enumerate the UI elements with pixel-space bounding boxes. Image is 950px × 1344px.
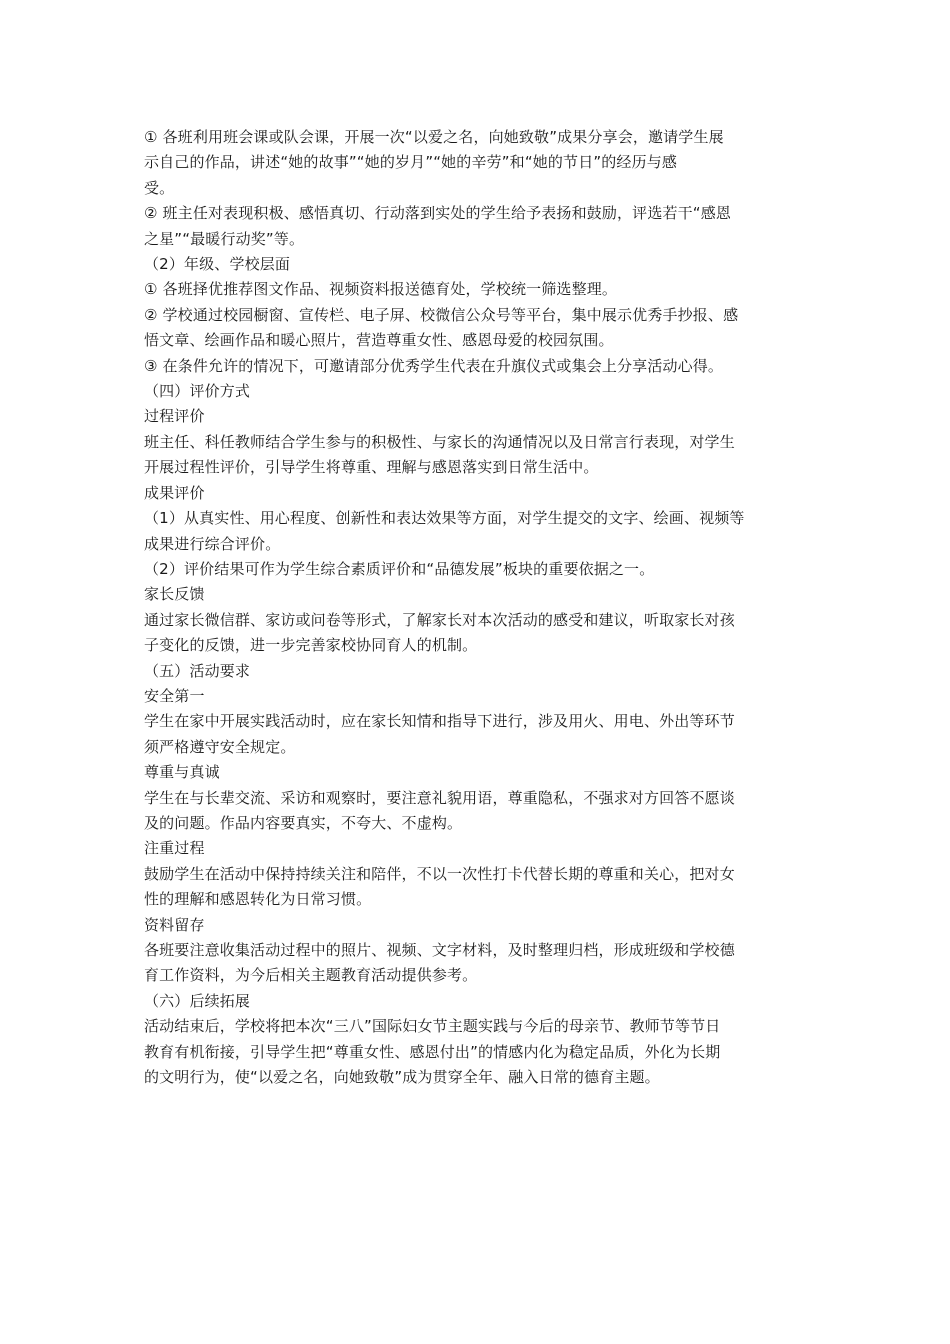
text-line: ② 学校通过校园橱窗、宣传栏、电子屏、校微信公众号等平台，集中展示优秀手抄报、感 — [144, 305, 739, 324]
text-line: 学生在家中开展实践活动时，应在家长知情和指导下进行，涉及用火、用电、外出等环节 — [144, 712, 735, 731]
section-heading: （六）后续拓展 — [144, 991, 251, 1010]
text-line: 的文明行为，使“以爱之名，向她致敬”成为贯穿全年、融入日常的德育主题。 — [144, 1068, 660, 1087]
subsection-heading: 资料留存 — [144, 915, 205, 934]
text-line: ① 各班择优推荐图文作品、视频资料报送德育处，学校统一筛选整理。 — [144, 280, 618, 299]
section-heading: （2）年级、学校层面 — [144, 255, 291, 274]
text-line: 各班要注意收集活动过程中的照片、视频、文字材料，及时整理归档，形成班级和学校德 — [144, 941, 735, 959]
text-line: ① 各班利用班会课或队会课，开展一次“以爱之名，向她致敬”成果分享会，邀请学生展 — [144, 128, 724, 146]
text-line: 鼓励学生在活动中保持持续关注和陪伴，不以一次性打卡代替长期的尊重和关心，把对女 — [144, 864, 735, 883]
text-line: 须严格遵守安全规定。 — [144, 737, 296, 756]
subsection-heading: 安全第一 — [144, 686, 205, 705]
text-line: 及的问题。作品内容要真实，不夸大、不虚构。 — [144, 813, 463, 832]
text-line: 通过家长微信群、家访或问卷等形式，了解家长对本次活动的感受和建议，听取家长对孩 — [144, 610, 735, 629]
text-line: ② 班主任对表现积极、感悟真切、行动落到实处的学生给予表扬和鼓励，评选若干“感恩 — [144, 204, 731, 223]
text-line: 学生在与长辈交流、采访和观察时，要注意礼貌用语，尊重隐私，不强求对方回答不愿谈 — [144, 788, 735, 807]
subsection-heading: 过程评价 — [144, 407, 205, 426]
section-heading: （四）评价方式 — [144, 382, 251, 401]
text-line: 班主任、科任教师结合学生参与的积极性、与家长的沟通情况以及日常言行表现，对学生 — [144, 432, 735, 451]
text-line: 受。 — [144, 178, 175, 197]
text-line: 育工作资料，为今后相关主题教育活动提供参考。 — [144, 966, 478, 985]
text-line: （1）从真实性、用心程度、创新性和表达效果等方面，对学生提交的文字、绘画、视频等 — [144, 509, 745, 528]
text-line: 性的理解和感恩转化为日常习惯。 — [144, 890, 372, 909]
text-line: 成果进行综合评价。 — [144, 534, 281, 553]
text-line: ③ 在条件允许的情况下，可邀请部分优秀学生代表在升旗仪式或集会上分享活动心得。 — [144, 356, 724, 375]
subsection-heading: 成果评价 — [144, 483, 205, 502]
subsection-heading: 尊重与真诚 — [144, 763, 220, 782]
text-line: 开展过程性评价，引导学生将尊重、理解与感恩落实到日常生活中。 — [144, 458, 599, 477]
document-body — [144, 125, 810, 1090]
text-line: 活动结束后，学校将把本次“三八”国际妇女节主题实践与今后的母亲节、教师节等节日 — [144, 1017, 721, 1036]
text-line: 之星”“最暖行动奖”等。 — [144, 229, 305, 248]
subsection-heading: 家长反馈 — [144, 585, 205, 604]
text-line: 教育有机衔接，引导学生把“尊重女性、感恩付出”的情感内化为稳定品质，外化为长期 — [144, 1042, 721, 1061]
subsection-heading: 注重过程 — [144, 839, 205, 858]
text-line: （2）评价结果可作为学生综合素质评价和“品德发展”板块的重要依据之一。 — [144, 559, 655, 578]
text-line: 悟文章、绘画作品和暖心照片，营造尊重女性、感恩母爱的校园氛围。 — [144, 331, 614, 350]
section-heading: （五）活动要求 — [144, 661, 251, 680]
text-line: 子变化的反馈，进一步完善家校协同育人的机制。 — [144, 636, 478, 655]
text-line: 示自己的作品，讲述“她的故事”“她的岁月”“她的辛劳”和“她的节日”的经历与感 — [144, 153, 678, 172]
